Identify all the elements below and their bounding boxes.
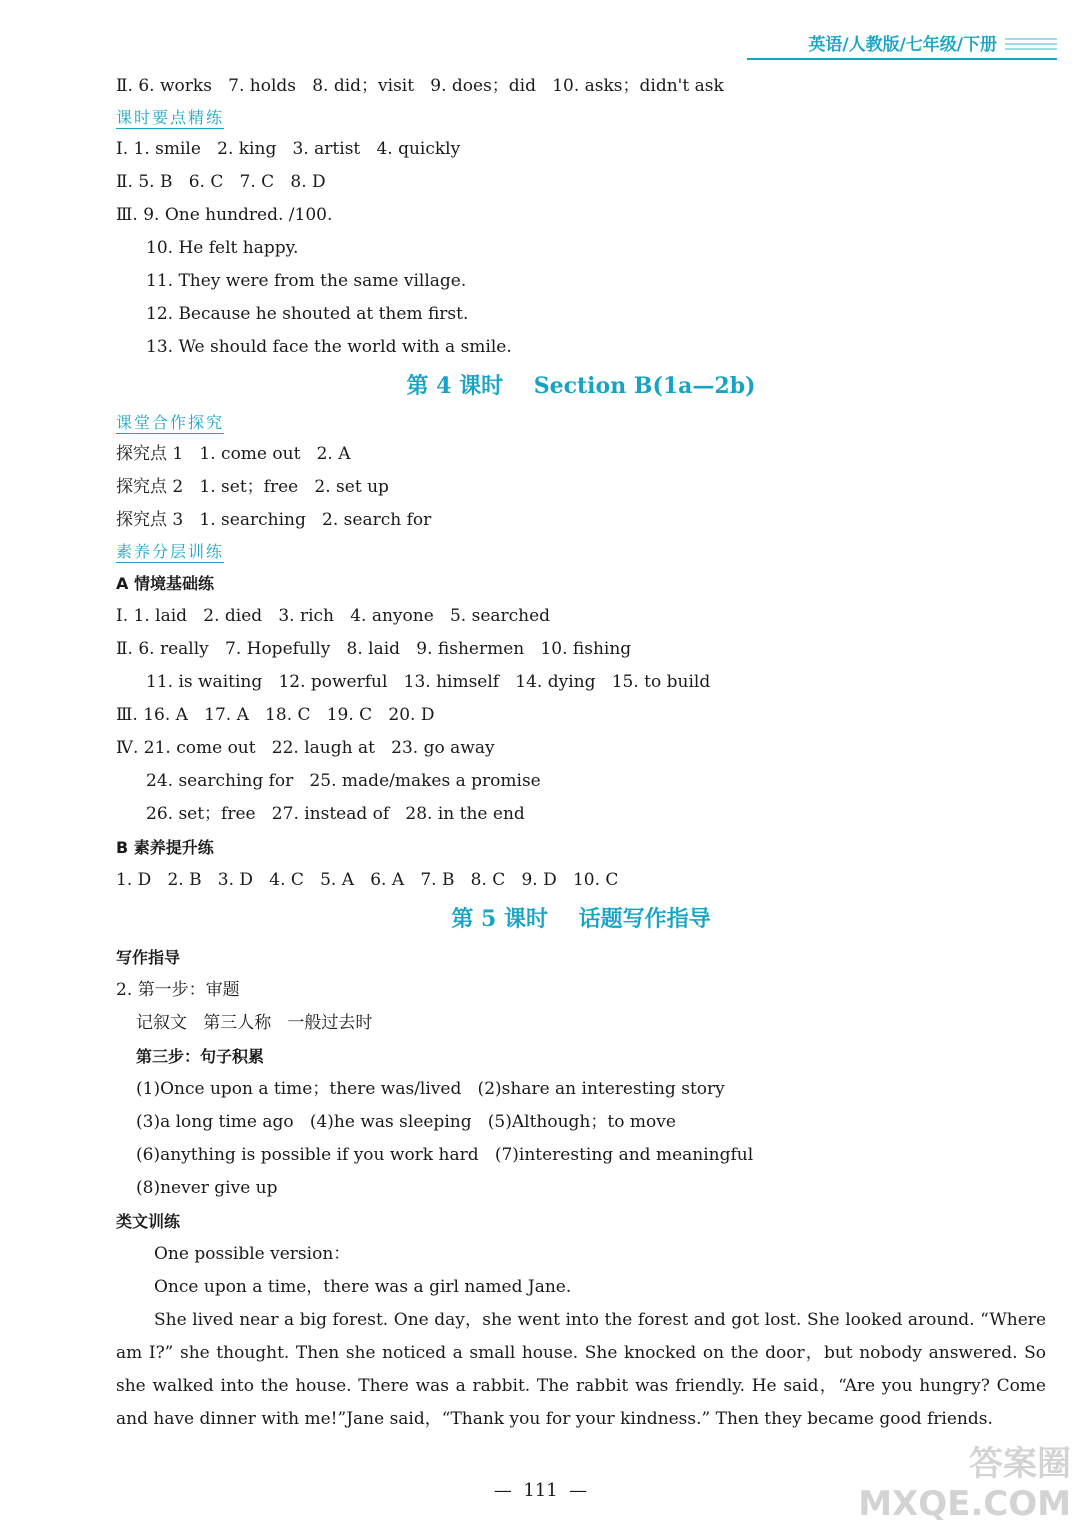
sample-essay-paragraph: She lived near a big forest. One day，she went into the forest and got lost. She looked around. “Where am I?” she thought. Then she noticed a small house. She knocked on the door，but nobody answered. So she walked into the house. There was a rabbit. The rabbit was friendly. He said，“Are you hungry? Come and have dinner with me!”Jane said，“Thank you for your kindness.” Then they became good friends. (116, 1310, 1046, 1429)
answer-line: 2. 第一步：审题 (116, 980, 240, 1000)
header-text: 英语/人教版/七年级/下册 (808, 35, 997, 55)
answer-line: (6)anything is possible if you work hard (7)interesting and meaningful (136, 1145, 754, 1165)
answer-line: (1)Once upon a time；there was/lived (2)share an interesting story (136, 1079, 725, 1099)
subsection-heading: A 情境基础练 (116, 574, 214, 593)
answer-line: 1. D 2. B 3. D 4. C 5. A 6. A 7. B 8. C 9. D 10. C (116, 870, 619, 890)
subsection-heading: B 素养提升练 (116, 838, 214, 857)
answer-line: 26. set；free 27. instead of 28. in the end (146, 804, 525, 824)
answer-line: 12. Because he shouted at them first. (146, 304, 469, 324)
section-label: 素养分层训练 (116, 542, 225, 561)
answer-line: Once upon a time，there was a girl named Jane. (154, 1277, 572, 1297)
answer-line: Ⅱ. 6. works 7. holds 8. did；visit 9. does；did 10. asks；didn't ask (116, 76, 724, 96)
answer-line: Ⅲ. 16. A 17. A 18. C 19. C 20. D (116, 705, 435, 725)
subsection-heading: 第三步：句子积累 (136, 1047, 265, 1066)
answer-line: 探究点 2 1. set；free 2. set up (116, 477, 389, 497)
answer-line: 11. They were from the same village. (146, 271, 467, 291)
answer-line: Ⅰ. 1. laid 2. died 3. rich 4. anyone 5. searched (116, 606, 551, 626)
answer-line: 探究点 3 1. searching 2. search for (116, 510, 432, 530)
answer-line: 记叙文 第三人称 一般过去时 (136, 1013, 373, 1033)
watermark: 答案圈 MXQE.COM (858, 1444, 1071, 1524)
answer-line: Ⅱ. 6. really 7. Hopefully 8. laid 9. fishermen 10. fishing (116, 639, 632, 659)
answer-content (116, 70, 1046, 1436)
lesson-title: 第 5 课时 话题写作指导 (451, 906, 711, 932)
section-label: 课时要点精练 (116, 108, 225, 127)
subsection-heading: 写作指导 (116, 948, 181, 967)
page-number: — 111 — (493, 1480, 588, 1501)
header-decoration (1005, 38, 1057, 52)
answer-line: Ⅱ. 5. B 6. C 7. C 8. D (116, 172, 326, 192)
answer-line: (3)a long time ago (4)he was sleeping (5)Although；to move (136, 1112, 676, 1132)
running-header (747, 30, 1057, 60)
answer-line: 24. searching for 25. made/makes a promise (146, 771, 541, 791)
answer-line: 10. He felt happy. (146, 238, 299, 258)
answer-line: Ⅲ. 9. One hundred. /100. (116, 205, 333, 225)
answer-line: 探究点 1 1. come out 2. A (116, 444, 351, 464)
answer-line: Ⅳ. 21. come out 22. laugh at 23. go away (116, 738, 495, 758)
lesson-title: 第 4 课时 Section B(1a—2b) (406, 373, 756, 399)
section-label: 课堂合作探究 (116, 413, 225, 432)
answer-line: (8)never give up (136, 1178, 278, 1198)
answer-line: 11. is waiting 12. powerful 13. himself 14. dying 15. to build (146, 672, 711, 692)
answer-line: Ⅰ. 1. smile 2. king 3. artist 4. quickly (116, 139, 461, 159)
answer-line: One possible version： (154, 1244, 351, 1264)
subsection-heading: 类文训练 (116, 1212, 181, 1231)
answer-line: 13. We should face the world with a smile. (146, 337, 512, 357)
